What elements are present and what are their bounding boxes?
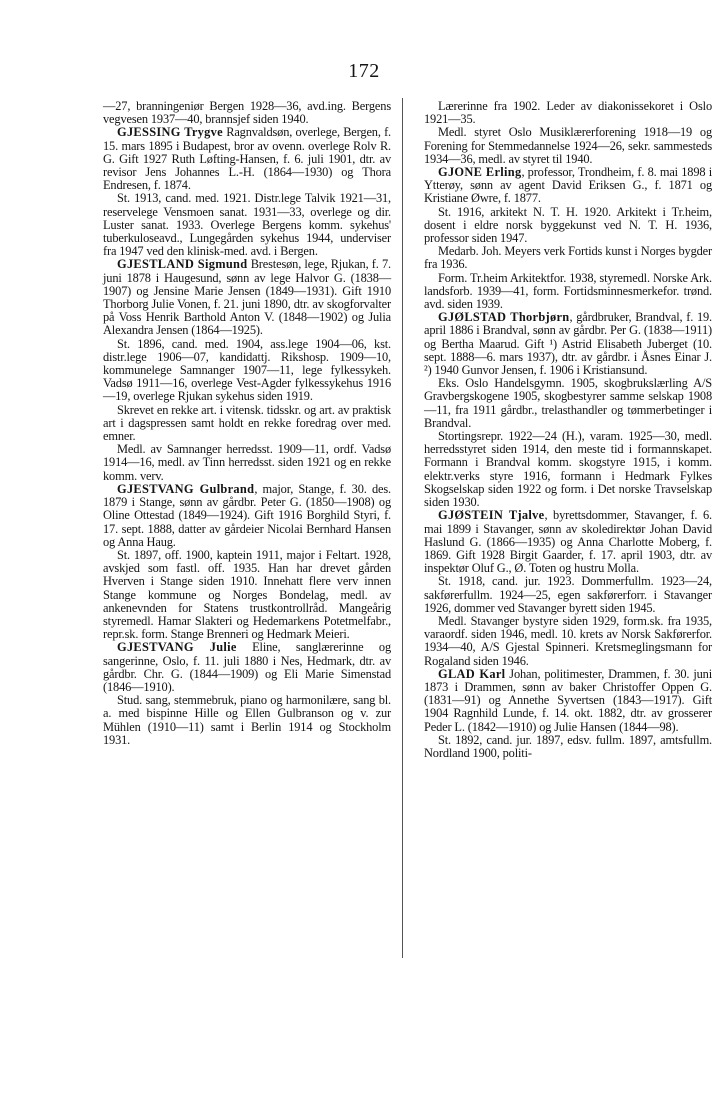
right-column [424,100,712,760]
paragraph-text: Brestesøn, lege, Rjukan, f. 7. juni 1878 i Haugesund, sønn av lege Halvor G. (1838—1907) og Jensine Marie Jensen (1849—1931). Gift 1910 Thorborg Julie Vonen, f. 21. juni 1890, dtr. av skogforvalter på Voss Henrik Barthold Anton V. (1848—1902) og Julia Alexandra Jensen (1864—1925). [103,257,391,338]
paragraph-text: St. 1918, cand. jur. 1923. Dommerfullm. 1923—24, sakførerfullm. 1924—25, egen sakførerforr. i Stavanger 1926, dommer ved Stavanger byrett siden 1945. [424,574,712,615]
entry-paragraph [424,668,712,734]
entry-paragraph [103,641,391,694]
paragraph-text: Johan, politimester, Drammen, f. 30. juni 1873 i Drammen, sønn av baker Christoffer Oppen G. (1831—91) og Annethe Syvertsen (1843—1917). Gift 1904 Ragnhild Lunde, f. 14. okt. 1882, dtr. av grosserer Peder L. (1842—1910) og Julie Hansen (1844—98). [424,666,712,734]
paragraph-text: Medl. Stavanger bystyre siden 1929, form.sk. fra 1935, varaordf. siden 1946, medl. 10. krets av Norsk Sakførerfor. 1934—40, A/S Gjestal Spinneri. Kretsmeglingsmann for Rogaland siden 1946. [424,613,712,668]
entry-paragraph [424,311,712,377]
paragraph [103,549,391,641]
paragraph-text: Eks. Oslo Handelsgymn. 1905, skogbrukslærling A/S Gravbergskogene 1905, skogbestyrer samme selskap 1908—11, fra 1911 gårdbr., trelasthandler og tømmerbetinger i Brandval. [424,376,712,430]
paragraph [424,245,712,271]
entry-name: GJØLSTAD Thorbjørn [438,310,570,325]
paragraph-text: Medl. av Samnanger herredsst. 1909—11, ordf. Vadsø 1914—16, medl. av Tinn herredsst. siden 1921 og en rekke komm. verv. [103,442,391,483]
entry-name: GJØSTEIN Tjalve [438,508,545,523]
paragraph-text: Stud. sang, stemmebruk, piano og harmonilære, sang bl. a. med bispinne Hille og Ellen Gulbranson og v. zur Mühlen (1910—11) samt i Berlin 1914 og Stockholm 1931. [103,693,391,747]
entry-paragraph [103,483,391,549]
paragraph [424,272,712,312]
paragraph [424,126,712,166]
paragraph [424,575,712,615]
paragraph-text: Medarb. Joh. Meyers verk Fortids kunst i Norges bygder fra 1936. [424,244,712,272]
paragraph-text: St. 1896, cand. med. 1904, ass.lege 1904—06, kst. distr.lege 1906—07, kandidattj. Rikshosp. 1909—10, kommunelege Samnanger 1907—11, lege fylkessykeh. Vadsø 1911—16, overlege Vest-Agder fylkessykehus 1916—19, overlege Rjukan sykehus siden 1919. [103,336,391,404]
paragraph-text: Stortingsrepr. 1922—24 (H.), varam. 1925—30, medl. herredsstyret siden 1914, den meste tid i formannskapet. Formann i Brandval komm. skogstyre 1915, i komm. elektr.verks styre 1916, formann i Hedmark Fylkes Skogselskap siden 1922 og form. i Det norske Travselskap siden 1930. [424,429,712,510]
entry-name: GJONE Erling [438,165,522,180]
entry-name: GJESTVANG Julie [117,640,237,655]
paragraph-text: Eline, sanglærerinne og sangerinne, Oslo, f. 11. juli 1880 i Nes, Hedmark, dtr. av gårdbr. Chr. G. (1844—1909) og Eli Marie Simenstad (1846—1910). [103,640,391,694]
left-column [103,100,391,747]
entry-paragraph [103,126,391,192]
entry-name: GJESSING Trygve [117,125,223,140]
column-divider [402,98,403,958]
paragraph-text: Lærerinne fra 1902. Leder av diakonissekoret i Oslo 1921—35. [424,99,712,127]
paragraph [424,615,712,668]
paragraph [103,404,391,444]
paragraph-text: St. 1892, cand. jur. 1897, edsv. fullm. 1897, amtsfullm. Nordland 1900, politi- [424,732,712,760]
paragraph-text: Skrevet en rekke art. i vitensk. tidsskr. og art. av praktisk art i dagspressen samt holdt en rekke foredrag over med. emner. [103,402,391,444]
paragraph-text: , major, Stange, f. 30. des. 1879 i Stange, sønn av gårdbr. Peter G. (1850—1908) og Oline Ottestad (1849—1924). Gift 1916 Borghild Styri, f. 17. sept. 1888, datter av gårdeier Nicolai Bernhard Hansen og Anna Haug. [103,481,391,549]
entry-name: GJESTLAND Sigmund [117,257,248,272]
entry-name: GLAD Karl [438,666,506,681]
paragraph-text: , byrettsdommer, Stavanger, f. 6. mai 1899 i Stavanger, sønn av skoledirektør Johan David Haslund G. (1866—1935) og Anna Charlotte Moberg, f. 1869. Gift 1928 Birgit Gaarder, f. 17. april 1903, dtr. av inspektør Oluf G., Ø. Toten og hustru Molla. [424,508,712,576]
paragraph [424,430,712,509]
paragraph [103,443,391,483]
paragraph-text: St. 1913, cand. med. 1921. Distr.lege Talvik 1921—31, reservelege Vensmoen sanat. 1931—33, overlege og dir. Luster sanat. 1933. Overlege Bergens komm. sykehus' tuberkuloseavd., Lungegården sykehus 1944, underviser fra 1947 ved den klinisk-med. avd. i Bergen. [103,191,391,259]
paragraph [424,100,712,126]
paragraph-text: , gårdbruker, Brandval, f. 19. april 1886 i Brandval, sønn av gårdbr. Per G. (1838—1911) og Bertha Maarud. Gift ¹) Astrid Elisabeth Juberget (10. sept. 1888—6. mars 1937), dtr. av gårdbr. i Åsnes Einar J. ²) 1940 Gunvor Jensen, f. 1906 i Kristiansund. [424,310,712,378]
paragraph [103,694,391,747]
paragraph [424,734,712,760]
paragraph-text: Medl. styret Oslo Musiklærerforening 1918—19 og Forening for Stemmedannelse 1924—26, sekr. sammesteds 1934—36, medl. av styret til 1940. [424,125,712,166]
entry-paragraph [103,258,391,337]
paragraph-text: , professor, Trondheim, f. 8. mai 1898 i Ytterøy, sønn av agent David Eriksen G., f. 1871 og Kristiane Øwre, f. 1877. [424,165,712,206]
paragraph [424,206,712,246]
paragraph [103,100,391,126]
entry-name: GJESTVANG Gulbrand [117,481,255,496]
paragraph-text: St. 1897, off. 1900, kaptein 1911, major i Feltart. 1928, avskjed som fastl. off. 1935. Han har drevet gården Hverven i Stange siden 1910. Innehatt flere verv innen Stange kommune og Norges Bondelag, medl. av ankenevnden for Statens trustkontrollråd. Mangeårig styremedl. Hamar Slakteri og Hedemarkens Potetmelfabr., repr.sk. form. Stange Brenneri og Hedmark Meieri. [103,547,391,642]
paragraph [103,192,391,258]
page-number: 172 [348,60,380,82]
paragraph [424,377,712,430]
paragraph-text: Form. Tr.heim Arkitektfor. 1938, styremedl. Norske Ark. landsforb. 1939—41, form. Fortidsminnesmerkefor. trønd. avd. siden 1939. [424,270,712,312]
paragraph-text: —27, branningeniør Bergen 1928—36, avd.ing. Bergens vegvesen 1937—40, brannsjef siden 1940. [103,99,391,127]
entry-paragraph [424,166,712,206]
paragraph-text: St. 1916, arkitekt N. T. H. 1920. Arkitekt i Tr.heim, dosent i eldre norsk byggekunst ved N. T. H. 1936, professor siden 1947. [424,204,712,246]
paragraph-text: Ragnvaldsøn, overlege, Bergen, f. 15. mars 1895 i Budapest, bror av ovenn. overlege Rolv R. G. Gift 1927 Ruth Løfting-Hansen, f. 6. juli 1901, dtr. av revisor Jens Johannes L.-H. (1864—1930) og Thora Endresen, f. 1874. [103,125,392,193]
paragraph [103,338,391,404]
entry-paragraph [424,509,712,575]
